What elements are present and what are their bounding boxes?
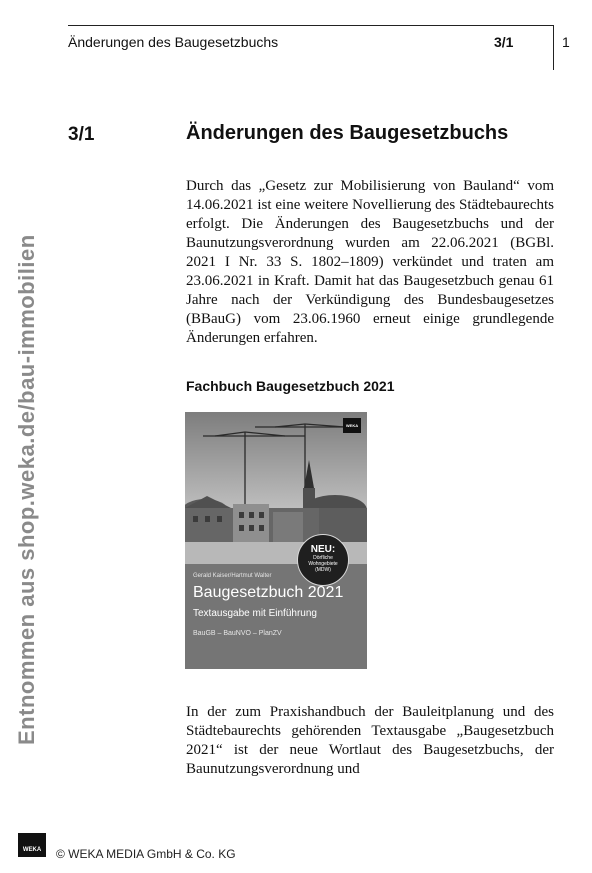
section-number: 3/1 xyxy=(68,124,95,145)
header-rule xyxy=(68,25,554,26)
section-title: Änderungen des Baugesetzbuchs xyxy=(186,122,509,144)
footer-copyright: © WEKA MEDIA GmbH & Co. KG xyxy=(56,847,236,861)
header-divider xyxy=(553,25,554,70)
book-heading: Fachbuch Baugesetzbuch 2021 xyxy=(186,378,395,394)
weka-logo: WEKA xyxy=(18,833,46,857)
cover-new-badge xyxy=(297,534,349,586)
running-title: Änderungen des Baugesetzbuchs xyxy=(68,34,279,50)
textausgabe-paragraph: In der zum Praxishandbuch der Bauleitplanung und des Städtebaurechts gehörenden Textausgabe „Baugesetzbuch 2021“ ist der neue Wortlaut des Baugesetzbuchs, der Baunutzungsverordnung und xyxy=(186,704,554,777)
cover-subtitle: Textausgabe mit Einführung xyxy=(193,608,317,619)
intro-paragraph: Durch das „Gesetz zur Mobilisierung von Bauland“ vom 14.06.2021 ist eine weitere Novellierung des Städtebaurechts erfolgt. Die Änderungen des Baugesetzbuchs und der Baunutzungsverordnung wurden am 22.06.2021 (BGBl. 2021 I Nr. 33 S. 1802–1809) verkündet und traten am 23.06.2021 in Kraft. Damit hat das Baugesetzbuch genau 61 Jahre nach der Verkündigung des Bundesbaugesetzes (BBauG) vom 23.06.1960 erneut einige grundlegende Änderungen erfahren. xyxy=(186,178,554,346)
running-section-number: 3/1 xyxy=(494,34,514,50)
side-source-text: Entnommen aus shop.weka.de/bau-immobilien xyxy=(14,234,39,745)
badge-new-label: NEU: xyxy=(310,544,336,555)
badge-text: Dörfliche Wohngebiete (MDW) xyxy=(308,555,338,573)
cover-authors: Gerald Kaiser/Hartmut Walter xyxy=(193,573,272,579)
page-number: 1 xyxy=(562,34,570,50)
cover-title: Baugesetzbuch 2021 xyxy=(193,584,344,601)
cover-laws: BauGB – BauNVO – PlanZV xyxy=(193,630,282,637)
book-cover-image xyxy=(185,412,367,669)
cover-logo: WEKA xyxy=(343,418,361,433)
